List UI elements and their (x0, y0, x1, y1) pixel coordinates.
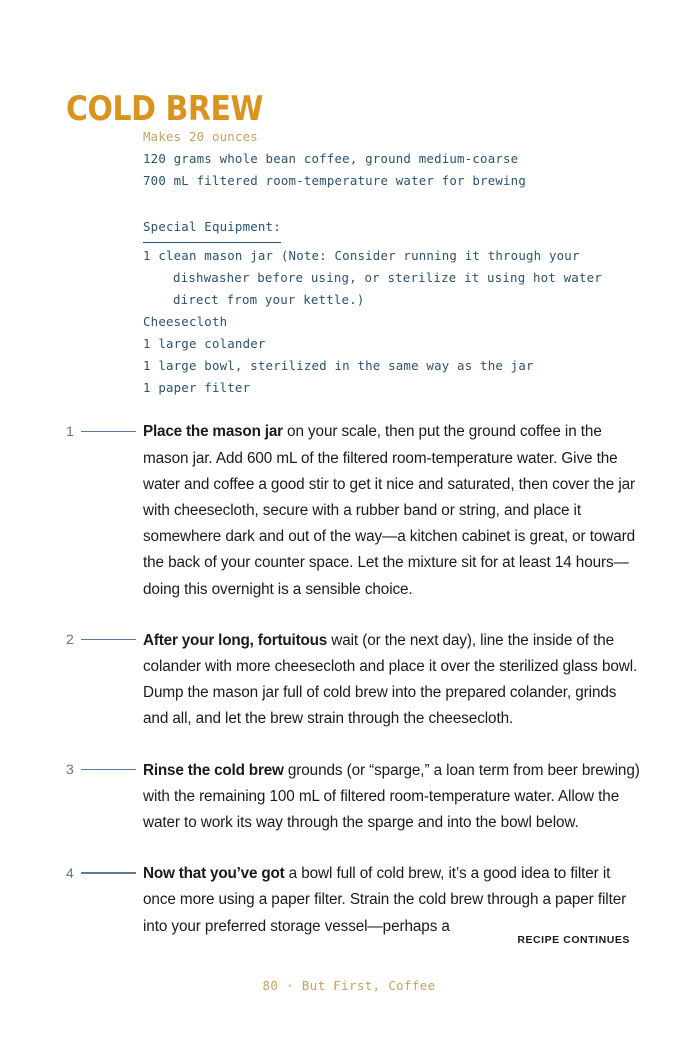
step-text (143, 628, 642, 733)
spacer (143, 192, 643, 214)
step-text (143, 419, 642, 602)
step-rule-icon (81, 872, 136, 873)
step-body-text: wait (or the next day), line the inside of the colander with more cheesecloth and place it over the sterilized glass bowl. Dump the mason jar full of cold brew into the prepared colander, grinds and all, and let the brew strain through the cheesecloth. (143, 631, 638, 728)
recipe-continues-label: RECIPE CONTINUES (517, 934, 630, 946)
footer-bullet-icon: · (286, 978, 294, 993)
ingredient-item: 700 mL filtered room-temperature water for brewing (143, 173, 526, 188)
page-title: COLD BREW (66, 88, 264, 129)
equipment-item: 1 large colander (143, 336, 266, 351)
step-item (0, 419, 698, 602)
step-number: 2 (66, 631, 74, 648)
equipment-item: 1 large bowl, sterilized in the same way as the jar (143, 358, 534, 373)
page-number: 80 (262, 978, 279, 993)
page-footer (0, 978, 698, 993)
step-marker (66, 758, 136, 780)
step-lead-in: After your long, fortuitous (143, 631, 328, 649)
step-item (0, 628, 698, 733)
equipment-item: 1 clean mason jar (Note: Consider running it through your dishwasher before using, or sterilize it using hot water direct from your kettle.) (143, 248, 610, 307)
equipment-heading-row (143, 214, 643, 245)
step-text (143, 861, 642, 940)
step-body-text: on your scale, then put the ground coffee in the mason jar. Add 600 mL of the filtered room-temperature water. Give the water and coffee a good stir to get it nice and saturated, then cover the jar with cheesecloth, secure with a rubber band or string, and place it somewhere dark and out of the way—a kitchen cabinet is great, or toward the back of your counter space. Let the mixture sit for at least 14 hours—doing this overnight is a sensible choice. (143, 423, 636, 598)
step-rule-icon (81, 769, 136, 770)
book-title: But First, Coffee (301, 978, 436, 993)
step-body-text: grounds (or “sparge,” a loan term from beer brewing) with the remaining 100 mL of filtered room-temperature water. Allow the water to work its way through the sparge and into the bowl below. (143, 761, 640, 831)
footer-separator (278, 978, 286, 993)
step-lead-in: Now that you’ve got (143, 865, 285, 883)
step-marker (66, 419, 136, 441)
yield-text: Makes 20 ounces (143, 129, 258, 144)
step-lead-in: Place the mason jar (143, 423, 283, 441)
step-number: 4 (66, 864, 74, 881)
step-number: 3 (66, 761, 74, 778)
steps-list (0, 404, 698, 965)
footer-separator-2 (294, 978, 302, 993)
equipment-item: Cheesecloth (143, 314, 228, 329)
equipment-item: 1 paper filter (143, 380, 251, 395)
ingredient-item: 120 grams whole bean coffee, ground medium-coarse (143, 151, 519, 166)
step-marker (66, 861, 136, 883)
step-item (0, 758, 698, 837)
step-number: 1 (66, 422, 74, 439)
step-lead-in: Rinse the cold brew (143, 761, 284, 779)
ingredients-block (143, 126, 643, 399)
step-text (143, 758, 642, 837)
step-body-text: a bowl full of cold brew, it’s a good idea to filter it once more using a paper filter. Strain the cold brew through a paper filter into your preferred storage vessel—perhaps a (143, 865, 627, 935)
step-rule-icon (81, 639, 136, 640)
step-item (0, 861, 698, 940)
step-marker (66, 628, 136, 650)
equipment-heading: Special Equipment: (143, 214, 281, 243)
step-rule-icon (81, 431, 136, 432)
